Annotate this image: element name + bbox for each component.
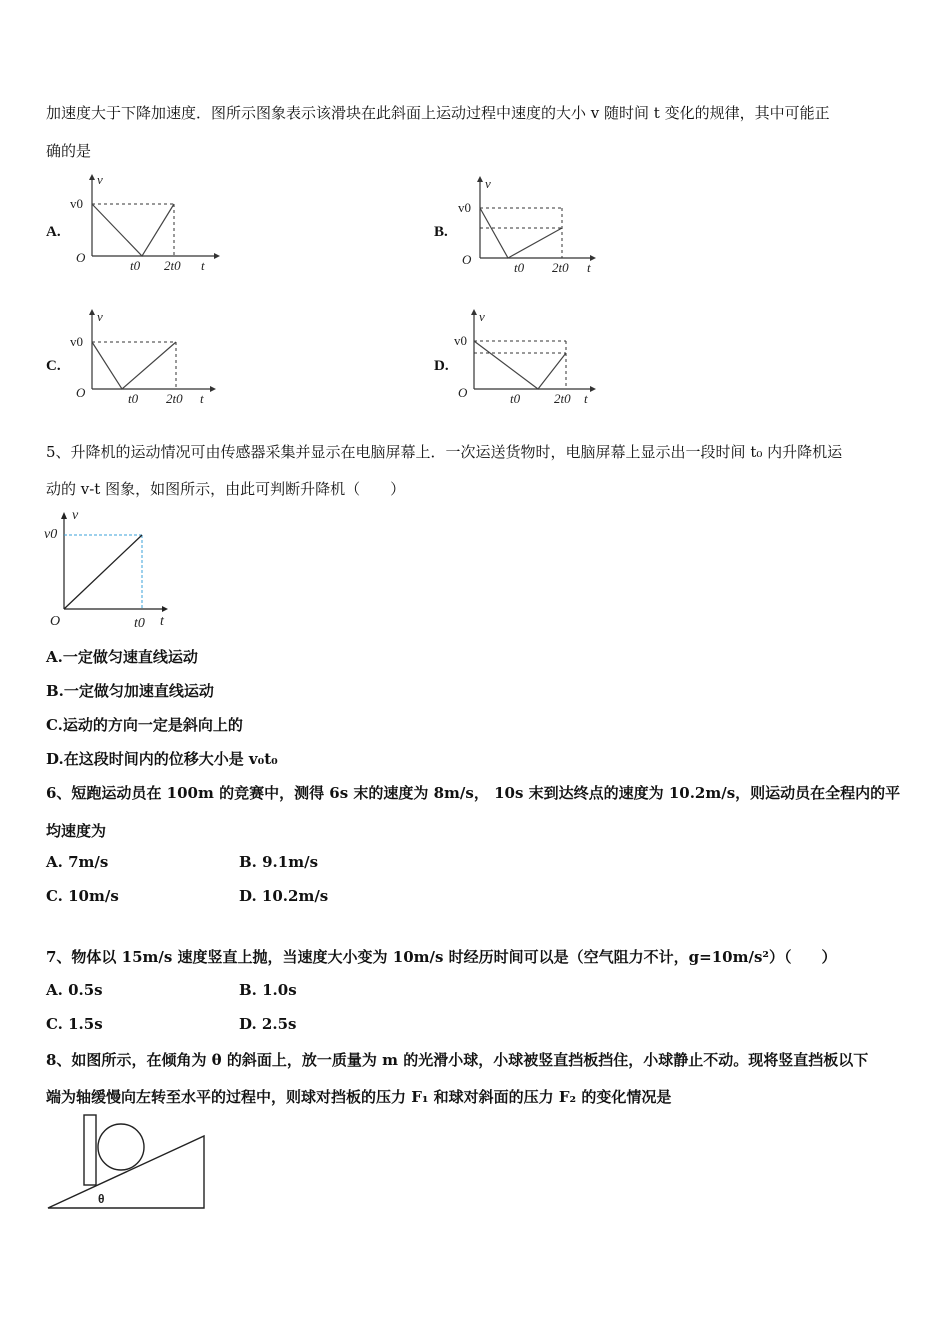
axis-origin: O	[76, 385, 86, 400]
q4-option-d-label: D.	[434, 358, 449, 374]
q4-option-a-label: A.	[46, 224, 61, 240]
axis-v0: v0	[70, 196, 83, 211]
axis-t0: t0	[128, 391, 139, 406]
q5-axis-v: v	[72, 508, 79, 523]
q6-text-line1: 6、短跑运动员在 100m 的竞赛中，测得 6s 末的速度为 8m/s， 10s 末到达终点的速度为 10.2m/s，则运动员在全程内的平	[46, 784, 901, 802]
angle-theta-label: θ	[98, 1192, 105, 1206]
q5-choice-d: D.在这段时间内的位移大小是 v₀t₀	[46, 750, 278, 768]
axis-t0: t0	[130, 258, 141, 273]
axis-t: t	[587, 260, 591, 275]
q5-text-line1: 5、升降机的运动情况可由传感器采集并显示在电脑屏幕上．一次运送货物时，电脑屏幕上显示出一段时间 t₀ 内升降机运	[46, 443, 843, 461]
axis-2t0: 2t0	[554, 391, 571, 406]
axis-v: v	[485, 176, 491, 191]
axis-v0: v0	[458, 200, 471, 215]
ball	[98, 1124, 144, 1170]
axis-t0: t0	[510, 391, 521, 406]
q7-choice-a: A. 0.5s	[46, 981, 103, 999]
q8-incline-diagram	[44, 1112, 214, 1216]
q4-option-b-label: B.	[434, 224, 448, 240]
q4-graph-d	[454, 305, 614, 415]
q8-text-line1: 8、如图所示，在倾角为 θ 的斜面上，放一质量为 m 的光滑小球，小球被竖直挡板挡住，小球静止不动。现将竖直挡板以下	[46, 1051, 869, 1069]
axis-t: t	[201, 258, 205, 273]
q4-option-c-label: C.	[46, 358, 61, 374]
q7-choice-c: C. 1.5s	[46, 1015, 103, 1033]
q4-text-line1: 加速度大于下降加速度．图所示图象表示该滑块在此斜面上运动过程中速度的大小 v 随时间 t 变化的规律，其中可能正	[46, 104, 830, 122]
q5-text-line2: 动的 v-t 图象，如图所示，由此可判断升降机（ ）	[46, 480, 406, 498]
axis-v: v	[479, 309, 485, 324]
q6-choice-c: C. 10m/s	[46, 887, 119, 905]
axis-t0: t0	[514, 260, 525, 275]
q7-choice-b: B. 1.0s	[239, 981, 297, 999]
q7-text-line1: 7、物体以 15m/s 速度竖直上抛，当速度大小变为 10m/s 时经历时间可以是（空气阻力不计，g=10m/s²）（ ）	[46, 948, 837, 966]
q4-text-line2: 确的是	[46, 142, 92, 160]
axis-2t0: 2t0	[166, 391, 183, 406]
axis-origin: O	[76, 250, 86, 265]
axis-v: v	[97, 309, 103, 324]
q6-choice-d: D. 10.2m/s	[239, 887, 329, 905]
q5-choice-c: C.运动的方向一定是斜向上的	[46, 716, 243, 734]
q5-choice-a: A.一定做匀速直线运动	[46, 648, 198, 666]
axis-t: t	[200, 391, 204, 406]
q5-axis-v0: v0	[44, 527, 58, 542]
axis-origin: O	[462, 252, 472, 267]
q6-choice-a: A. 7m/s	[46, 853, 109, 871]
axis-t: t	[584, 391, 588, 406]
axis-origin: O	[458, 385, 468, 400]
baffle-plate	[84, 1115, 96, 1185]
q7-choice-d: D. 2.5s	[239, 1015, 297, 1033]
axis-2t0: 2t0	[552, 260, 569, 275]
axis-v: v	[97, 172, 103, 187]
q6-choice-b: B. 9.1m/s	[239, 853, 319, 871]
q5-vt-graph	[40, 505, 180, 633]
q6-text-line2: 均速度为	[46, 822, 107, 840]
axis-2t0: 2t0	[164, 258, 181, 273]
axis-v0: v0	[454, 333, 467, 348]
q8-text-line2: 端为轴缓慢向左转至水平的过程中，则球对挡板的压力 F₁ 和球对斜面的压力 F₂ 的变化情况是	[46, 1088, 672, 1106]
q4-graph-a	[66, 170, 226, 280]
q5-choice-b: B.一定做匀加速直线运动	[46, 682, 214, 700]
q5-axis-t: t	[160, 614, 164, 629]
q4-graph-b	[454, 172, 614, 282]
q5-axis-origin: O	[50, 614, 61, 629]
q4-graph-c	[66, 305, 226, 415]
axis-v0: v0	[70, 334, 83, 349]
q5-axis-t0: t0	[134, 616, 145, 631]
